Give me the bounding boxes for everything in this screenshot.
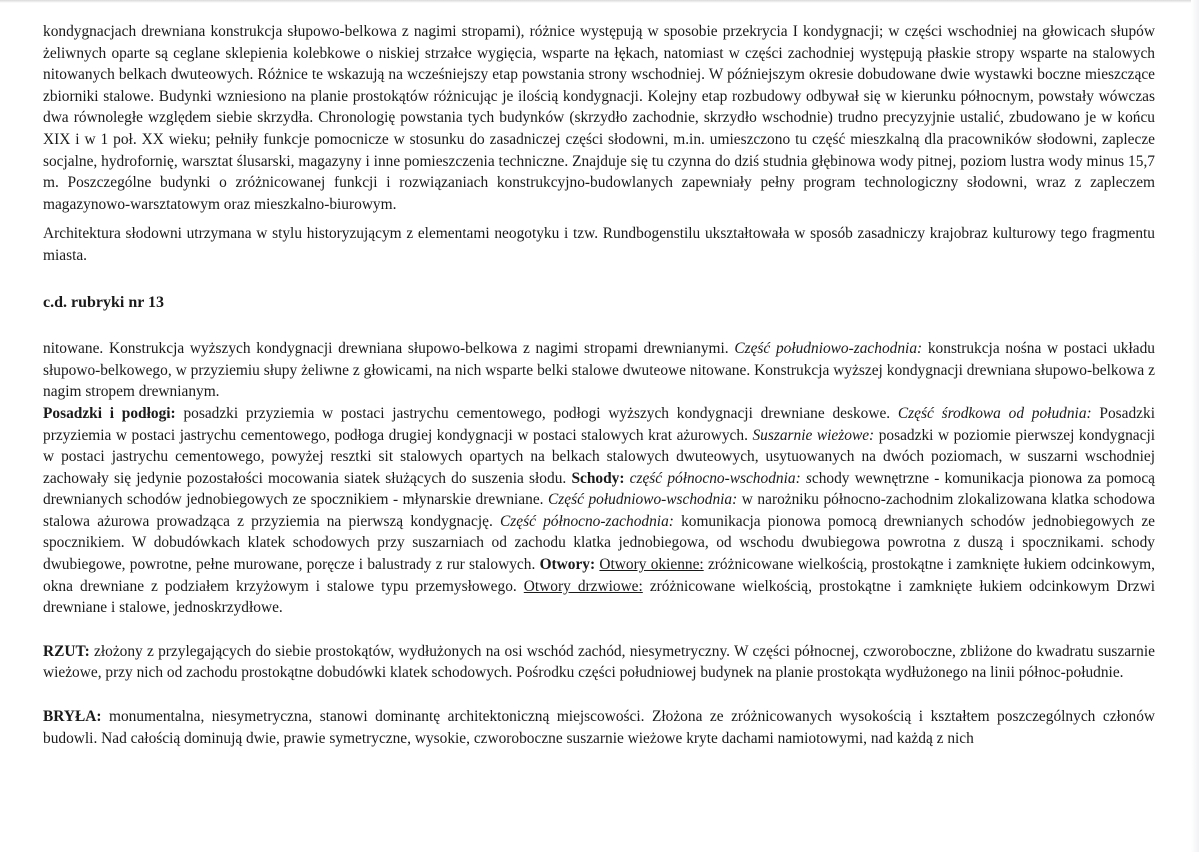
text: nitowane. Konstrukcja wyższych kondygnacji drewniana słupowo-belkowa z nagimi stropami drewnianymi. <box>43 340 735 358</box>
label-plan: RZUT: <box>43 642 90 660</box>
label-openings: Otwory: <box>539 556 596 574</box>
label-stairs: Schody: <box>571 469 625 487</box>
section-heading: c.d. rubryki nr 13 <box>43 293 165 311</box>
italic-label: Część południowo-wschodnia: <box>548 491 738 509</box>
text: Posadzki przyziemia w postaci jastrychu cementowego, podłoga drugiej kondygnacji w postaci stalowych krat ażurowych. <box>43 404 1155 444</box>
text: komunikacja pionowa pomocą drewnianych schodów jednobiegowych ze spocznikiem. W dobudówkach klatek schodowych przy suszarniach od zachodu klatka jednobiegowa, od wschodu dwubiegowa powrotna z duszą i spocznikami. schody dwubiegowe, powrotne, pełne murowane, poręcze i balustrady z rur stalowych. <box>43 512 1155 574</box>
underlined-label-windows: Otwory okienne: <box>599 556 704 574</box>
italic-letter: s <box>800 469 812 487</box>
text: złożony z przylegających do siebie prostokątów, wydłużonych na osi wschód zachód, niesymetryczny. W części północnej, czworoboczne, zbliżone do kwadratu suszarnie wieżowe, przy nich od zachodu prostokątne dobudówki klatek schodowych. Pośrodku części południowej budynek na planie prostokąta wydłużonego na linii północ-południe. <box>43 642 1155 682</box>
text: konstrukcja nośna w postaci układu słupowo-belkowego, w przyziemiu słupy żeliwne z głowicami, na nich wsparte belki stalowe dwuteowe nitowane. Konstrukcja wyższej kondygnacji drewniana słupowo-belkowa z nagim stropem drewnianym. <box>43 340 1155 401</box>
italic-label: Część środkowa od południa: <box>897 404 1092 422</box>
text: posadzki w poziomie pierwszej kondygnacji w postaci jastrychu cementowego, powyżej resztki sit stalowych opartych na belkach stalowych dwuteowych, usytuowanych na dwóch poziomach, w suszarni wschodniej zachowały się jedynie pozostałości mocowania siatek służących do suszenia słodu. <box>43 426 1156 487</box>
text: chody wewnętrzne - komunikacja pionowa za pomocą drewnianych schodów jednobiegowych ze spocznikiem - młynarskie drewniane. <box>43 469 1155 509</box>
italic-label: Część północno-zachodnia: <box>500 512 674 530</box>
underlined-label-doors: Otwory drzwiowe: <box>523 577 643 595</box>
paragraph-massing <box>43 706 1155 749</box>
label-floors: Posadzki i podłogi: <box>43 404 176 422</box>
text: zróżnicowane wielkością, prostokątne i zamknięte łukiem odcinkowym Drzwi drewniane i stalowe, jednoskrzydłowe. <box>43 577 1156 617</box>
text: zróżnicowane wielkością, prostokątne i zamknięte łukiem odcinkowym, okna drewniane z podziałem krzyżowym i stalowe typu przemysłowego. <box>43 556 1155 595</box>
paragraph-floors-stairs-openings <box>43 403 1155 619</box>
text: posadzki przyziemia w postaci jastrychu cementowego, podłogi wyższych kondygnacji drewniane deskowe. <box>175 404 898 422</box>
text: monumentalna, niesymetryczna, stanowi dominantę architektoniczną miejscowości. Złożona ze zróżnicowanych wysokością i kształtem poszczególnych członów budowli. Nad całością dominują dwie, prawie symetryczne, wysokie, czworoboczne suszarnie wieżowe kryte dachami namiotowymi, nad każdą z nich <box>43 708 1155 747</box>
italic-label: Część południowo-zachodnia: <box>734 340 923 358</box>
paragraph-architecture: Architektura słodowni utrzymana w stylu historyzującym z elementami neogotyku i tzw. Rundbogenstilu ukształtowała w sposób zasadniczy krajobraz kulturowy tego fragmentu miasta. <box>43 225 1155 264</box>
italic-label: część północno-wschodnia: <box>624 469 801 487</box>
text: w narożniku północno-zachodnim zlokalizowana klatka schodowa stalowa ażurowa prowadząca z przyziemia na pierwszą kondygnację. <box>43 491 1156 530</box>
scan-right-edge <box>1191 0 1199 852</box>
document-page <box>43 21 1155 749</box>
paragraph-construction <box>43 338 1155 403</box>
paragraph-history: kondygnacjach drewniana konstrukcja słupowo-belkowa z nagimi stropami), różnice występują w sposobie przekrycia I kondygnacji; w części wschodniej na głowicach słupów żeliwnych oparte są ceglane sklepienia kolebkowe o niskiej strzałce wygięcia, wsparte na łękach, natomiast w części zachodniej występują płaskie stropy wsparte na stalowych nitowanych belkach dwuteowych. Różnice te wskazują na wcześniejszy etap powstania strony wschodniej. W późniejszym okresie dobudowane dwie wystawki boczne mieszczące zbiorniki stalowe. Budynki wzniesiono na planie prostokątów różnicując je ilością kondygnacji. Kolejny etap rozbudowy odbywał się w kierunku północnym, powstały wówczas dwa równoległe względem siebie skrzydła. Chronologię powstania tych budynków (skrzydło zachodnie, skrzydło wschodnie) trudno precyzyjnie ustalić, zbudowano je w końcu XIX i w 1 poł. XX wieku; pełniły funkcje pomocnicze w stosunku do zasadniczej części słodowni, m.in. umieszczono tu część mieszkalną dla pracowników słodowni, zaplecze socjalne, hydrofornię, warsztat ślusarski, magazyny i inne pomieszczenia techniczne. Znajduje się tu czynna do dziś studnia głębinowa wody pitnej, poziom lustra wody minus 15,7 m. Poszczególne budynki o zróżnicowanej funkcji i rozwiązaniach konstrukcyjno-budowlanych zapewniały pełny program technologiczny słodowni, wraz z zapleczem magazynowo-warsztatowym oraz mieszkalno-biurowym. <box>43 23 1155 213</box>
italic-label: Suszarnie wieżowe: <box>752 426 875 444</box>
label-massing: BRYŁA: <box>43 708 102 726</box>
scan-top-edge <box>0 0 1199 3</box>
paragraph-plan <box>43 641 1155 684</box>
